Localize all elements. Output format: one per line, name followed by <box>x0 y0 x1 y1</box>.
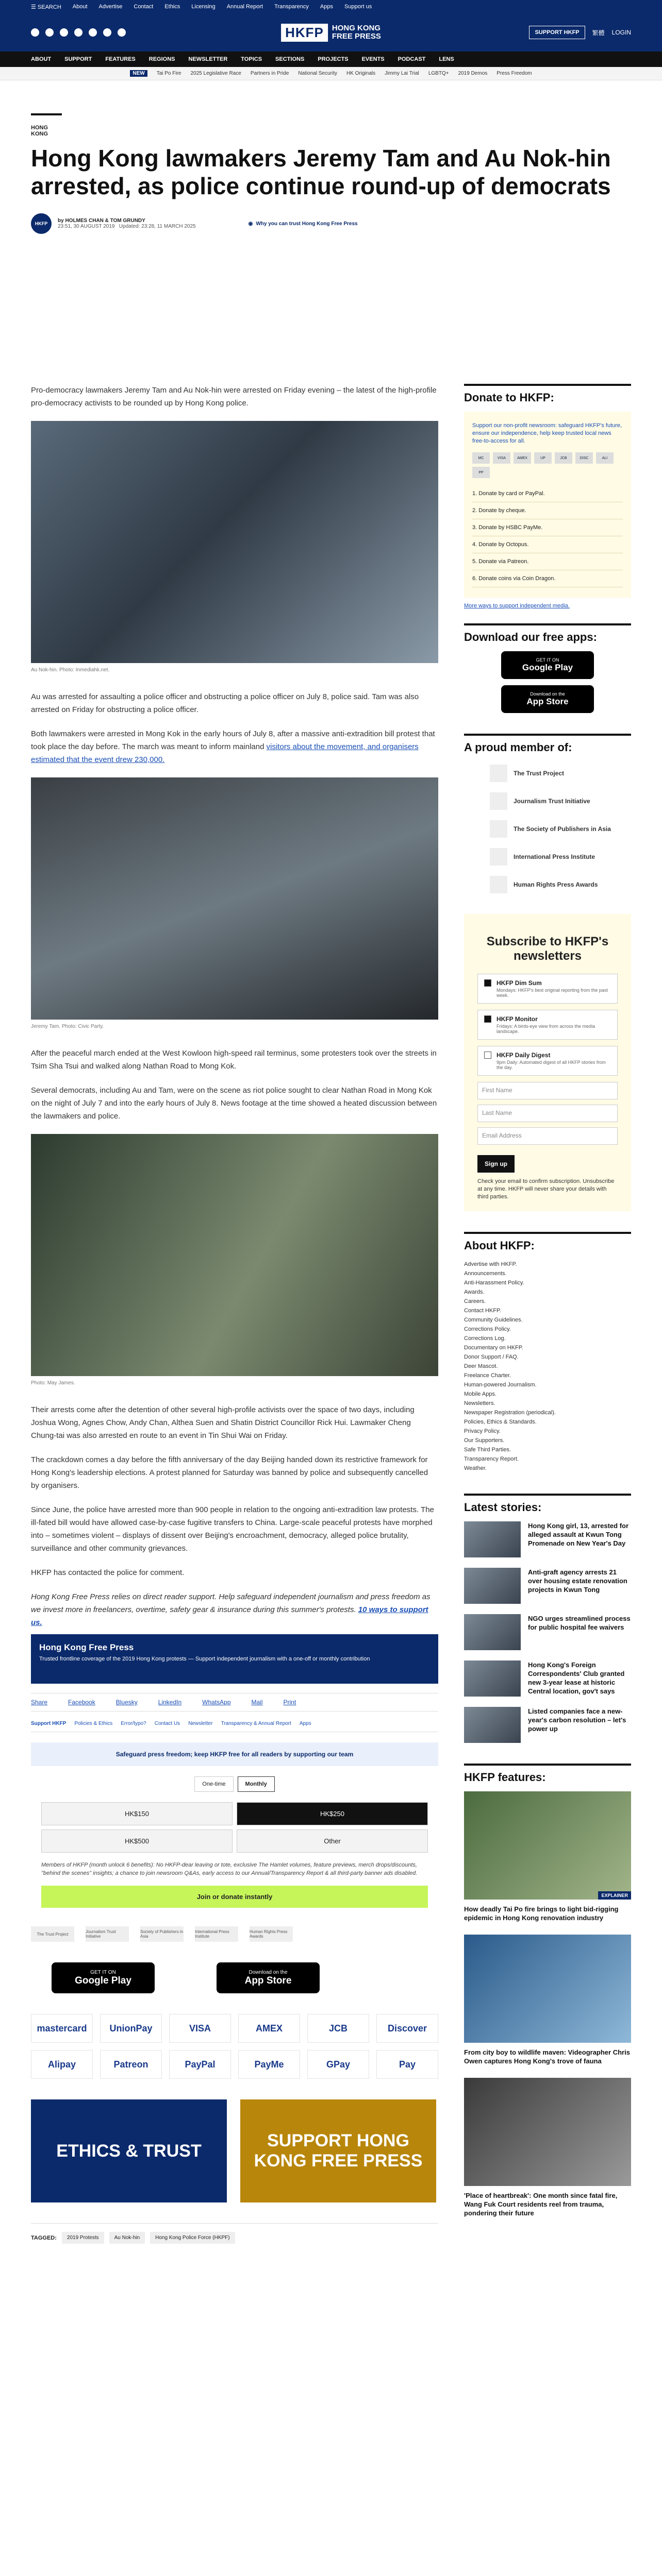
article-photo <box>31 421 438 663</box>
topbar-link[interactable]: Contact <box>134 4 154 10</box>
tag[interactable]: Hong Kong Police Force (HKPF) <box>150 2232 235 2244</box>
updated-date: Updated: 23:28, 11 MARCH 2025 <box>119 224 196 229</box>
tab-monthly[interactable]: Monthly <box>238 1776 275 1792</box>
payment-logo: Alipay <box>31 2050 93 2079</box>
card-logo: ALI <box>596 452 614 464</box>
member-logo[interactable]: The Society of Publishers in Asia <box>490 820 631 838</box>
tag[interactable]: 2019 Protests <box>62 2232 104 2244</box>
nav-item[interactable]: REGIONS <box>148 56 175 62</box>
tag[interactable]: Au Nok-hin <box>109 2232 145 2244</box>
youtube-icon[interactable] <box>89 28 97 37</box>
about-link[interactable]: Deer Mascot. <box>464 1363 498 1369</box>
paragraph: After the peaceful march ended at the West Kowloon high-speed rail terminus, some protesters took over the streets in Tsim Sha Tsui and walked along Nathan Road to Mong Kok. <box>31 1049 437 1071</box>
feature-story[interactable]: EXPLAINER How deadly Tai Po fire brings to light bid-rigging epidemic in Hong Kong renovation industry <box>464 1791 631 1922</box>
about-link[interactable]: Newspaper Registration (periodical). <box>464 1410 556 1416</box>
latest-story[interactable]: NGO urges streamlined process for public hospital fee waivers <box>464 1614 631 1650</box>
trending-link[interactable]: Press Freedom <box>496 71 532 76</box>
trending-link[interactable]: 2019 Demos <box>458 71 488 76</box>
site-logo[interactable]: HKFP HONG KONG FREE PRESS <box>281 24 381 42</box>
top-utility-bar <box>0 0 662 13</box>
topbar-link[interactable]: Licensing <box>191 4 216 10</box>
about-link[interactable]: Transparency Report. <box>464 1456 519 1462</box>
language-link[interactable]: 繁體 <box>592 29 605 37</box>
member-logo[interactable]: The Trust Project <box>490 765 631 782</box>
about-link[interactable]: Human-powered Journalism. <box>464 1382 537 1388</box>
site-header <box>0 13 662 52</box>
footer-link[interactable]: Transparency & Annual Report <box>221 1721 291 1726</box>
payment-logo: VISA <box>169 2014 231 2043</box>
promo-banners <box>31 2099 438 2202</box>
paragraph: Since June, the police have arrested more than 900 people in relation to the ongoing anti-extradition law protests. The ill-fated bill would have allowed case-by-case fugitive transfers to China. Large-scale peaceful protests have morphed into – sometimes violent – displays of dissent over Beijing's encroachment, democracy, alleged police brutality, surveillance and other community grievances. <box>31 1505 434 1553</box>
newsletter-option[interactable]: HKFP Daily Digest 9pm Daily: Automated digest of all HKFP stories from the day. <box>477 1046 618 1076</box>
topbar-link[interactable]: Ethics <box>164 4 180 10</box>
paragraph: Both lawmakers were arrested in Mong Kok in the early hours of July 8, after a massive anti-extradition bill protest that took place the day before. The march was meant to inform mainland visitors about the movement, and organisers estimated that the event drew 230,000. <box>31 730 435 764</box>
support-promo[interactable]: SUPPORT HONG KONG FREE PRESS <box>240 2099 436 2202</box>
payment-logo: JCB <box>307 2014 369 2043</box>
support-link[interactable]: 10 ways to support us. <box>31 1605 428 1627</box>
threads-icon[interactable] <box>74 28 82 37</box>
payment-logo: GPay <box>307 2050 369 2079</box>
donate-option[interactable]: 1. Donate by card or PayPal. <box>472 485 623 502</box>
nav-item[interactable]: PODCAST <box>398 56 426 62</box>
share-bluesky[interactable]: Bluesky <box>115 1699 138 1706</box>
latest-heading: Latest stories: <box>464 1494 631 1514</box>
author-names[interactable]: by HOLMES CHAN & TOM GRUNDY <box>58 218 145 224</box>
latest-story[interactable]: Listed companies face a new-year's carbon resolution – let's power up <box>464 1707 631 1743</box>
photo-caption: Jeremy Tam. Photo: Civic Party. <box>31 1024 104 1029</box>
checkbox[interactable] <box>484 1015 491 1023</box>
story-thumbnail <box>464 1568 521 1604</box>
login-link[interactable]: LOGIN <box>611 29 631 36</box>
about-link[interactable]: Privacy Policy. <box>464 1428 501 1434</box>
member-heading: A proud member of: <box>464 734 631 754</box>
paragraph: Several democrats, including Au and Tam, were on the scene as riot police sought to clear Nathan Road in Mong Kok on the night of July 7 and into the early hours of July 8. News footage at the time showed a heated discussion between the lawmakers and police. <box>31 1086 437 1121</box>
donate-option[interactable]: 6. Donate coins via Coin Dragon. <box>472 570 623 587</box>
about-link[interactable]: Anti-Harassment Policy. <box>464 1280 524 1286</box>
payment-logo: AMEX <box>238 2014 300 2043</box>
card-logo: MC <box>472 452 490 464</box>
nav-item[interactable]: LENS <box>439 56 454 62</box>
sidebar <box>464 384 631 2230</box>
feature-image <box>464 1935 631 2043</box>
share-mail[interactable]: Mail <box>251 1699 263 1706</box>
support-cta: Hong Kong Free Press relies on direct reader support. Help safeguard independent journalism and press freedom as we invest more in freelancers, overtime, safety gear & insurance during this summer's protests. 10 ways to support us. <box>31 1592 431 1627</box>
nav-item[interactable]: SECTIONS <box>275 56 305 62</box>
photo-caption: Au Nok-hin. Photo: Inmediahk.net. <box>31 667 110 673</box>
article-photo <box>31 777 438 1020</box>
footer-link[interactable]: Policies & Ethics <box>74 1721 113 1726</box>
about-link[interactable]: Careers. <box>464 1298 486 1304</box>
nav-item[interactable]: PROJECTS <box>318 56 349 62</box>
topbar-link[interactable]: About <box>72 4 88 10</box>
author-avatar: HKFP <box>31 213 52 234</box>
amount-option[interactable]: HK$250 <box>237 1802 428 1825</box>
article-photo <box>31 1134 438 1376</box>
about-link[interactable]: Weather. <box>464 1465 487 1471</box>
trending-link[interactable]: HK Originals <box>346 71 376 76</box>
trust-link[interactable]: ◉ Why you can trust Hong Kong Free Press <box>248 221 358 227</box>
latest-story[interactable]: Hong Kong girl, 13, arrested for alleged assault at Kwun Tong Promenade on New Year's Day <box>464 1521 631 1557</box>
footer-link[interactable]: Contact Us <box>154 1721 180 1726</box>
donate-widget <box>464 412 631 598</box>
about-link[interactable]: Mobile Apps. <box>464 1391 496 1397</box>
about-link[interactable]: Advertise with HKFP. <box>464 1261 517 1267</box>
nav-item[interactable]: ABOUT <box>31 56 52 62</box>
apps-heading: Download our free apps: <box>464 623 631 644</box>
footer-link[interactable]: Error/typo? <box>121 1721 146 1726</box>
about-link[interactable]: Announcements. <box>464 1270 507 1277</box>
trending-link[interactable]: National Security <box>298 71 337 76</box>
donate-option[interactable]: 5. Donate via Patreon. <box>472 553 623 570</box>
instagram-icon[interactable] <box>60 28 68 37</box>
app-store-button[interactable]: Download on the App Store <box>501 685 594 713</box>
article-title: Hong Kong lawmakers Jeremy Tam and Au Nok-hin arrested, as police continue round-up of democrats <box>31 145 611 199</box>
share-facebook[interactable]: Facebook <box>68 1699 95 1706</box>
support-banner[interactable]: Hong Kong Free Press Trusted frontline coverage of the 2019 Hong Kong protests — Support independent journalism with a one-off or monthly contribution <box>31 1634 438 1684</box>
payment-logo: PayPal <box>169 2050 231 2079</box>
payment-logo: UnionPay <box>100 2014 162 2043</box>
payment-logo: PayMe <box>238 2050 300 2079</box>
nav-item[interactable]: SUPPORT <box>64 56 92 62</box>
paragraph: HKFP has contacted the police for comment. <box>31 1568 185 1577</box>
donate-note[interactable]: Support our non-profit newsroom: safeguard HKFP's future, ensure our independence, help keep trusted local news free-to-access for all. <box>472 422 622 444</box>
inline-link[interactable]: visitors about the movement, and organisers estimated that the event drew 230,000. <box>31 742 419 764</box>
about-link[interactable]: Donor Support / FAQ. <box>464 1354 519 1360</box>
footer-link[interactable]: Newsletter <box>188 1721 213 1726</box>
tab-one-time[interactable]: One-time <box>194 1776 233 1792</box>
feature-image: EXPLAINER <box>464 1791 631 1900</box>
trending-link[interactable]: Tai Po Fire <box>156 71 181 76</box>
about-link[interactable]: Newsletters. <box>464 1400 495 1406</box>
topbar-link[interactable]: Apps <box>320 4 333 10</box>
partner-logo[interactable]: Journalism Trust Initiative <box>86 1926 129 1942</box>
about-link[interactable]: Freelance Charter. <box>464 1372 511 1379</box>
support-button[interactable]: SUPPORT HKFP <box>529 26 585 39</box>
card-logo: DISC <box>575 452 593 464</box>
linkedin-icon[interactable] <box>103 28 111 37</box>
trending-bar <box>0 67 662 80</box>
donate-options <box>472 485 623 587</box>
trending-link[interactable]: LGBTQ+ <box>428 71 449 76</box>
about-link[interactable]: Corrections Log. <box>464 1335 506 1342</box>
share-bar <box>31 1693 438 1711</box>
card-logo: PP <box>472 467 490 478</box>
byline <box>31 213 631 234</box>
main-nav <box>0 52 662 67</box>
features-heading: HKFP features: <box>464 1764 631 1784</box>
tags-row <box>31 2223 438 2244</box>
checkbox[interactable] <box>484 979 491 987</box>
feature-story[interactable]: From city boy to wildlife maven: Videographer Chris Owen captures Hong Kong's trove of fauna <box>464 1935 631 2065</box>
amount-option[interactable]: HK$150 <box>41 1802 233 1825</box>
paragraph: Pro-democracy lawmakers Jeremy Tam and Au Nok-hin were arrested on Friday evening – the latest of the high-profile pro-democracy activists to be rounded up by Hong Kong police. <box>31 386 437 408</box>
partner-logo[interactable]: Society of Publishers in Asia <box>140 1926 184 1942</box>
footer-links <box>31 1721 438 1732</box>
about-link[interactable]: Documentary on HKFP. <box>464 1345 523 1351</box>
topbar-link[interactable]: Annual Report <box>226 4 263 10</box>
share-label: Share <box>31 1699 48 1706</box>
donate-option[interactable]: 3. Donate by HSBC PayMe. <box>472 519 623 536</box>
photo-caption: Photo: May James. <box>31 1380 75 1386</box>
topbar-link[interactable]: Advertise <box>98 4 123 10</box>
about-link[interactable]: Our Supporters. <box>464 1437 505 1444</box>
about-link[interactable]: Policies, Ethics & Standards. <box>464 1419 537 1425</box>
newsletter-note: Check your email to confirm subscription. Unsubscribe at any time. HKFP will never share your details with third parties. <box>477 1178 615 1200</box>
topbar-link[interactable]: Transparency <box>274 4 309 10</box>
trending-link[interactable]: Jimmy Lai Trial <box>385 71 419 76</box>
feature-image <box>464 2078 631 2186</box>
latest-story[interactable]: Hong Kong's Foreign Correspondents' Club granted new 3-year lease at historic Central location, gov't says <box>464 1660 631 1697</box>
ethics-promo[interactable]: ETHICS & TRUST <box>31 2099 227 2202</box>
new-badge: NEW <box>130 70 147 77</box>
paragraph: The crackdown comes a day before the fifth anniversary of the day Beijing handed down its restrictive framework for Hong Kong's leadership elections. A protest planned for Saturday was banned by police and subsequently cancelled by organisers. <box>31 1455 428 1490</box>
app-store-button[interactable]: Download on the App Store <box>217 1962 320 1993</box>
nav-item[interactable]: FEATURES <box>105 56 136 62</box>
nav-item[interactable]: EVENTS <box>361 56 385 62</box>
about-link[interactable]: Corrections Policy. <box>464 1326 511 1332</box>
partner-logos <box>31 1926 438 1942</box>
x-icon[interactable] <box>45 28 54 37</box>
publish-date: 23:51, 30 AUGUST 2019 <box>58 224 115 229</box>
footer-link[interactable]: Support HKFP <box>31 1721 67 1726</box>
member-logo[interactable]: International Press Institute <box>490 848 631 866</box>
signup-button[interactable]: Sign up <box>477 1155 515 1173</box>
payment-logo: mastercard <box>31 2014 93 2043</box>
latest-story[interactable]: Anti-graft agency arrests 21 over housing estate renovation projects in Kwun Tong <box>464 1568 631 1604</box>
about-heading: About HKFP: <box>464 1232 631 1252</box>
partner-logo[interactable]: International Press Institute <box>195 1926 238 1942</box>
about-link[interactable]: Awards. <box>464 1289 485 1295</box>
topbar-link[interactable]: Support us <box>344 4 372 10</box>
nav-item[interactable]: NEWSLETTER <box>188 56 228 62</box>
about-list <box>464 1260 631 1473</box>
card-logo: UP <box>534 452 552 464</box>
card-logo: AMEX <box>514 452 531 464</box>
section-label[interactable]: HONG KONG <box>31 113 62 137</box>
donate-option[interactable]: 2. Donate by cheque. <box>472 502 623 519</box>
app-buttons <box>52 1962 438 1993</box>
checkbox[interactable] <box>484 1052 491 1059</box>
payment-logo: Discover <box>376 2014 438 2043</box>
about-link[interactable]: Safe Third Parties. <box>464 1447 511 1453</box>
member-logo[interactable]: Human Rights Press Awards <box>490 876 631 893</box>
share-print[interactable]: Print <box>283 1699 296 1706</box>
amount-option[interactable]: Other <box>237 1829 428 1853</box>
donation-headline: Safeguard press freedom; keep HKFP free for all readers by supporting our team <box>31 1742 438 1766</box>
donation-amounts <box>41 1802 428 1853</box>
trending-link[interactable]: 2025 Legislative Race <box>190 71 241 76</box>
newsletter-option[interactable]: HKFP Monitor Fridays: A birds-eye view from across the media landscape. <box>477 1010 618 1040</box>
payment-logo: Pay <box>376 2050 438 2079</box>
card-logo: VISA <box>493 452 510 464</box>
card-logos <box>472 452 623 478</box>
share-whatsapp[interactable]: WhatsApp <box>202 1699 231 1706</box>
feature-story[interactable]: 'Place of heartbreak': One month since fatal fire, Wang Fuk Court residents reel from trauma, pondering their future <box>464 2078 631 2217</box>
about-link[interactable]: Contact HKFP. <box>464 1308 501 1314</box>
partner-logo[interactable]: The Trust Project <box>31 1926 74 1942</box>
google-play-button[interactable]: GET IT ON Google Play <box>52 1962 155 1993</box>
search-link[interactable]: ☰ SEARCH <box>31 4 61 10</box>
more-ways-link[interactable]: More ways to support independent media. <box>464 603 570 609</box>
first-name-input[interactable]: First Name <box>477 1082 618 1099</box>
paragraph: Their arrests come after the detention of other several high-profile activists over the space of two days, including Joshua Wong, Agnes Chow, Andy Chan, Althea Suen and Shatin District Councillor Rick Hui. Lawmaker Cheng Chung-tai was also arrested en route to an event in Tin Shui Wai on Friday. <box>31 1405 415 1440</box>
shield-icon: ◉ <box>248 221 253 227</box>
newsletter-widget <box>464 914 631 1211</box>
donate-option[interactable]: 4. Donate by Octopus. <box>472 536 623 553</box>
last-name-input[interactable]: Last Name <box>477 1105 618 1122</box>
email-input[interactable]: Email Address <box>477 1127 618 1145</box>
member-logo[interactable]: Journalism Trust Initiative <box>490 792 631 810</box>
facebook-icon[interactable] <box>31 28 39 37</box>
partner-logo[interactable]: Human Rights Press Awards <box>250 1926 293 1942</box>
payment-logo: Patreon <box>100 2050 162 2079</box>
nav-item[interactable]: TOPICS <box>241 56 262 62</box>
about-link[interactable]: Community Guidelines. <box>464 1317 523 1323</box>
share-linkedin[interactable]: LinkedIn <box>158 1699 182 1706</box>
paragraph: Au was arrested for assaulting a police officer and obstructing a police officer on July 8, police said. Tam was also arrested on Friday for obstructing a police officer. <box>31 692 419 714</box>
join-button[interactable]: Join or donate instantly <box>41 1886 428 1908</box>
story-thumbnail <box>464 1614 521 1650</box>
telegram-icon[interactable] <box>118 28 126 37</box>
membership-note: Members of HKFP (month unlock 6 benefits): No HKFP-dear leaving or tote, exclusive The Hamlet volumes, feature previews, merch drops/discounts, "behind the scenes" insights; a chance to join newsroom Q&As, early access to our Annual/Transparency Report & all third-party banner ads disabled. <box>41 1862 418 1876</box>
google-play-button[interactable]: GET IT ON Google Play <box>501 651 594 679</box>
footer-link[interactable]: Apps <box>299 1721 311 1726</box>
payment-methods <box>31 2014 438 2079</box>
trending-link[interactable]: Partners in Pride <box>250 71 289 76</box>
tagged-label: TAGGED: <box>31 2234 57 2241</box>
donate-heading: Donate to HKFP: <box>464 384 631 404</box>
story-thumbnail <box>464 1660 521 1697</box>
newsletter-title: Subscribe to HKFP's newsletters <box>486 935 609 963</box>
story-thumbnail <box>464 1707 521 1743</box>
article-body <box>31 384 438 2244</box>
donation-tabs <box>31 1776 438 1792</box>
card-logo: JCB <box>555 452 572 464</box>
newsletter-option[interactable]: HKFP Dim Sum Mondays: HKFP's best original reporting from the past week. <box>477 974 618 1004</box>
story-thumbnail <box>464 1521 521 1557</box>
amount-option[interactable]: HK$500 <box>41 1829 233 1853</box>
social-icons <box>31 28 126 37</box>
